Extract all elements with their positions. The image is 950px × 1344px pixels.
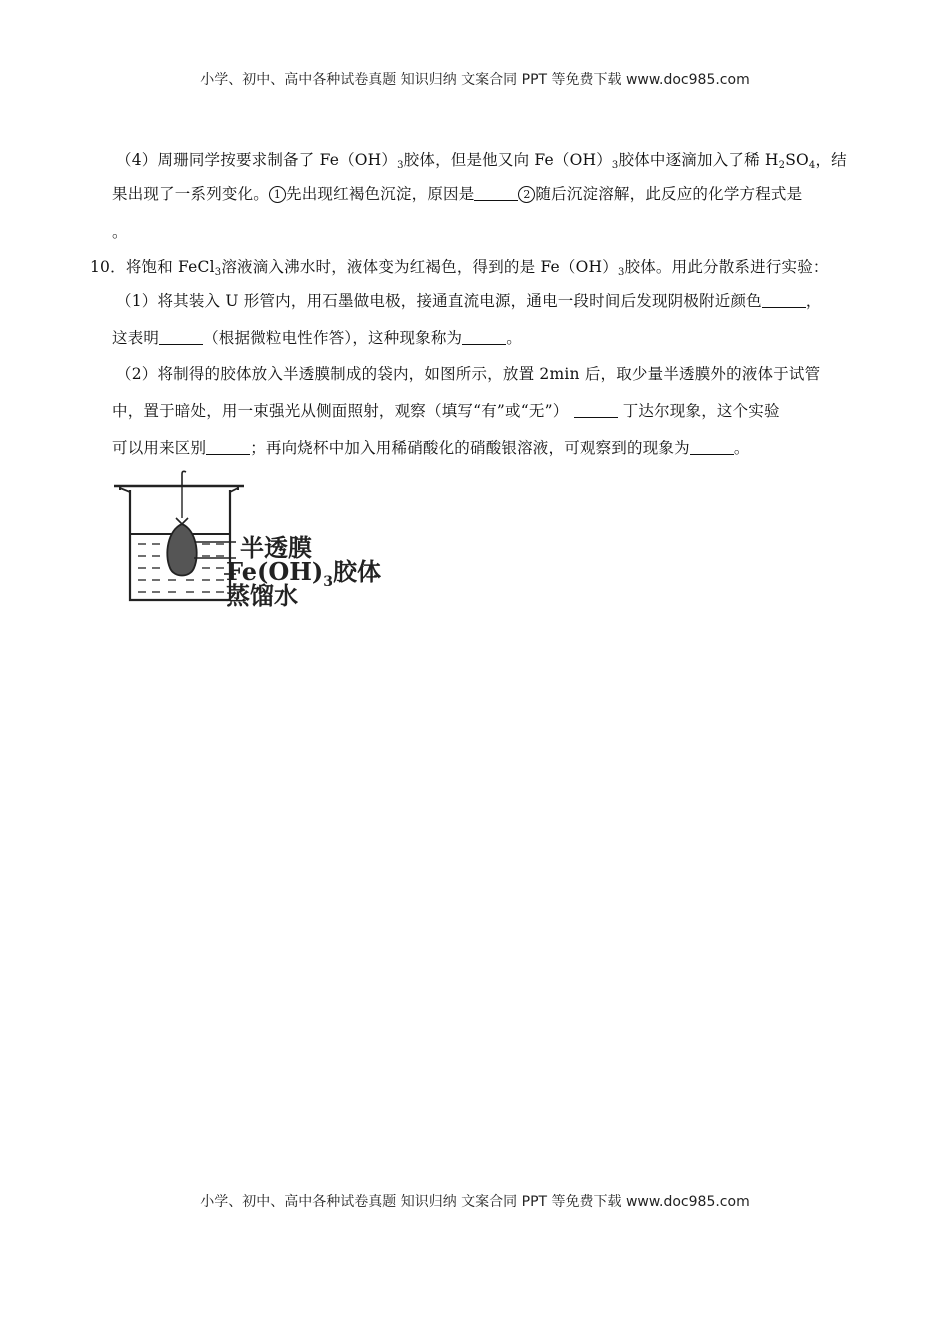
q9-part4-line1 (116, 150, 847, 176)
text: 胶体，但是他又向 Fe（OH） (403, 151, 612, 169)
text: 果出现了一系列变化。 (112, 185, 270, 203)
text: （1）将其装入 U 形管内，用石墨做电极，接通直流电源，通电一段时间后发现阴极附近颜色 (116, 292, 762, 310)
text: 先出现红褐色沉淀，原因是 (286, 185, 475, 203)
text: （根据微粒电性作答），这种现象称为 (203, 329, 463, 347)
text: 溶液滴入沸水时，液体变为红褐色，得到的是 Fe（OH） (221, 258, 618, 276)
page-header: 小学、初中、高中各种试卷真题 知识归纳 文案合同 PPT 等免费下载 www.doc985.com (200, 72, 750, 88)
circled-number: 1 (269, 186, 286, 203)
subscript: 3 (214, 267, 222, 278)
subscript: 2 (778, 160, 786, 171)
text: 这表明 (112, 329, 160, 347)
text: 。 (506, 329, 522, 347)
text: 随后沉淀溶解，此反应的化学方程式是 (535, 185, 803, 203)
text: 丁达尔现象，这个实验 (622, 402, 780, 420)
q10-part2-line3 (112, 438, 750, 458)
answer-blank[interactable] (206, 440, 250, 455)
answer-blank[interactable] (159, 330, 203, 345)
text: ，结 (815, 151, 847, 169)
q9-part4-line2 (112, 184, 802, 204)
label-water: 蒸馏水 (226, 581, 298, 610)
text: SO (785, 151, 809, 169)
q10-stem (90, 257, 829, 283)
q10-part2-line1: （2）将制得的胶体放入半透膜制成的袋内，如图所示，放置 2min 后，取少量半透膜外的液体于试管 (116, 365, 821, 383)
answer-blank[interactable] (474, 186, 518, 201)
text: ， (805, 292, 822, 310)
circled-number: 2 (518, 186, 535, 203)
text: 。 (733, 439, 750, 457)
subscript: 3 (397, 160, 404, 171)
q10-part2-line2 (112, 401, 780, 421)
q10-part1-line2 (112, 328, 522, 348)
text: ；再向烧杯中加入用稀硝酸化的硝酸银溶液，可观察到的现象为 (250, 439, 690, 457)
q9-part4-line3: 。 (112, 223, 128, 241)
text: Fe(OH) (226, 557, 324, 586)
answer-blank[interactable] (574, 403, 618, 418)
text: 中，置于暗处，用一束强光从侧面照射，观察（填写“有”或“无”） (112, 402, 569, 420)
subscript: 3 (323, 574, 334, 590)
text: 胶体。用此分散系进行实验： (624, 258, 829, 276)
string (182, 471, 186, 486)
text: 胶体 (333, 557, 382, 586)
answer-blank[interactable] (762, 293, 806, 308)
text: 胶体中逐滴加入了稀 H (618, 151, 779, 169)
subscript: 3 (617, 267, 625, 278)
subscript: 3 (611, 160, 619, 171)
answer-blank[interactable] (690, 440, 734, 455)
text: （4）周珊同学按要求制备了 Fe（OH） (116, 151, 398, 169)
subscript: 4 (808, 160, 816, 171)
membrane-bag (167, 524, 196, 576)
dialysis-figure (112, 470, 422, 610)
text: 可以用来区别 (112, 439, 207, 457)
label-membrane: 半透膜 (240, 533, 312, 562)
q10-part1-line1 (116, 291, 822, 311)
answer-blank[interactable] (462, 330, 506, 345)
page-footer: 小学、初中、高中各种试卷真题 知识归纳 文案合同 PPT 等免费下载 www.doc985.com (200, 1194, 750, 1210)
text: 10．将饱和 FeCl (90, 258, 215, 276)
